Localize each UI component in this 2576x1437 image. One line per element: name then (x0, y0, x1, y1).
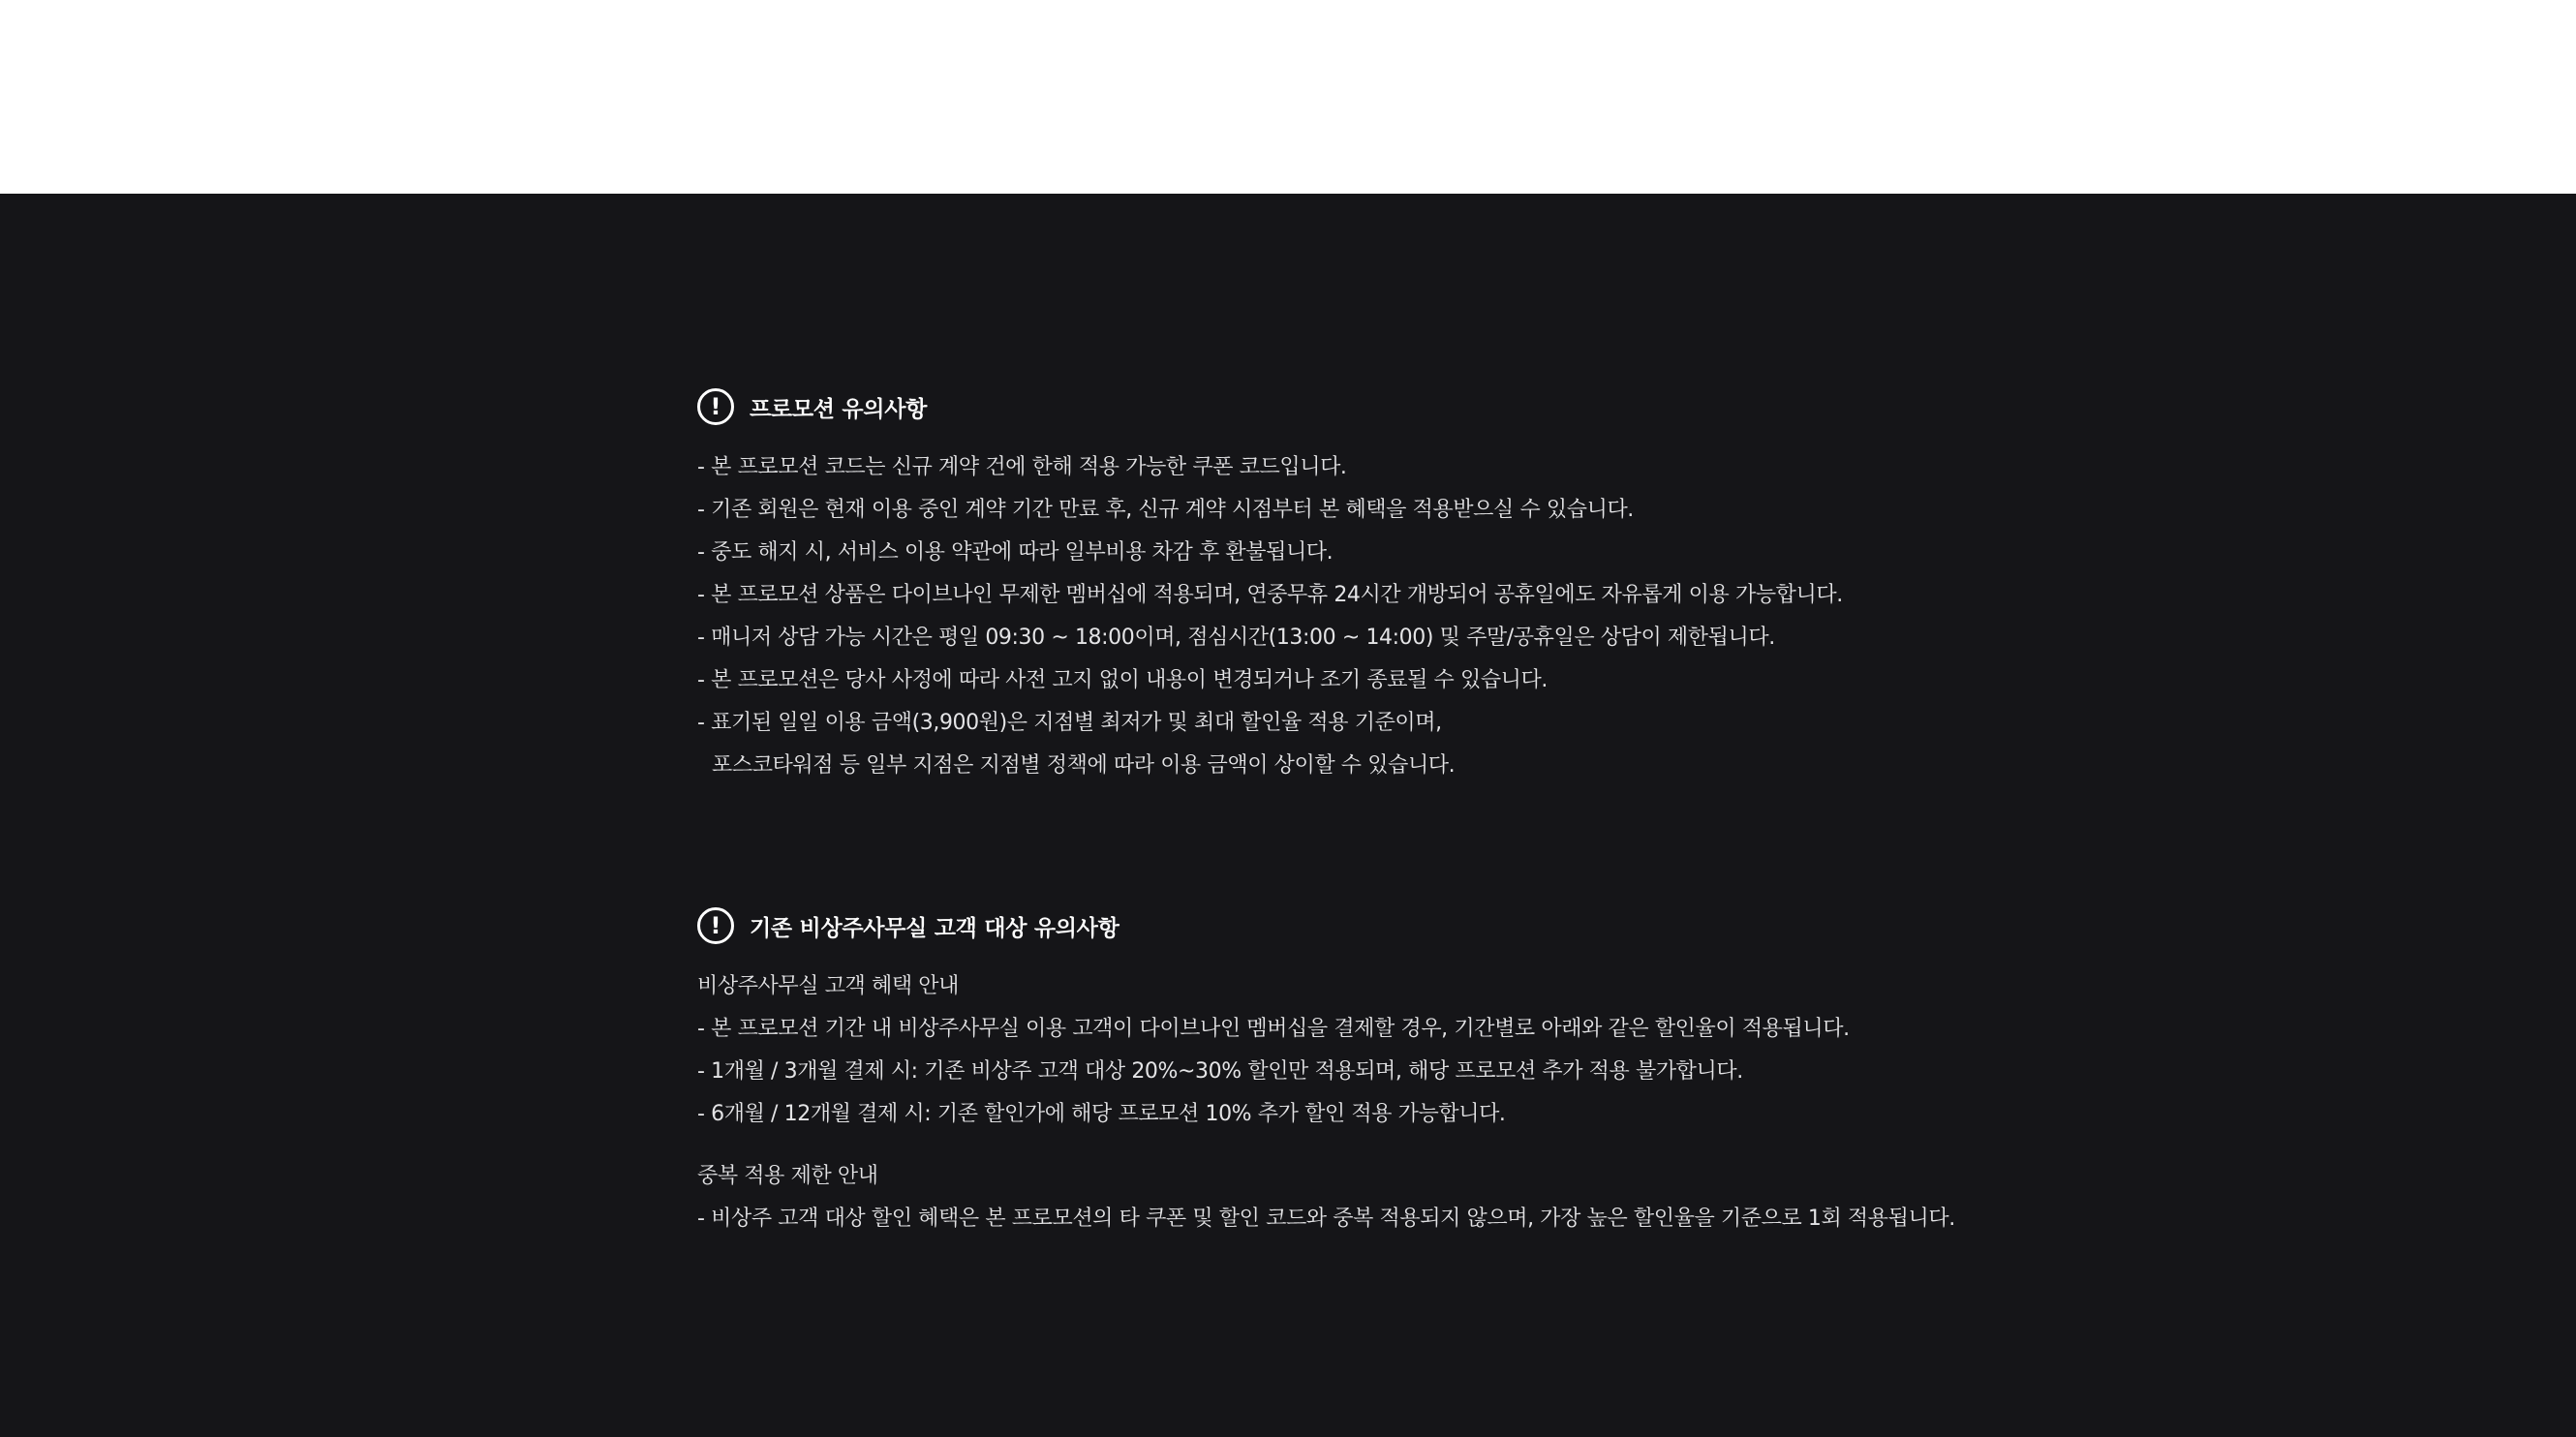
promotion-notice-line: - 매니저 상담 가능 시간은 평일 09:30 ~ 18:00이며, 점심시간(13:00 ~ 14:00) 및 주말/공휴일은 상담이 제한됩니다. (697, 626, 1775, 650)
existing-customer-notice-header (697, 906, 1955, 945)
promotion-notice-line: - 기존 회원은 현재 이용 중인 계약 기간 만료 후, 신규 계약 시점부터 본 혜택을 적용받으실 수 있습니다. (697, 498, 1634, 522)
exclamation-circle-icon: ! (697, 907, 734, 944)
exclamation-circle-icon: ! (697, 388, 734, 425)
benefit-heading: 비상주사무실 고객 혜택 안내 (697, 974, 960, 998)
benefit-line: - 본 프로모션 기간 내 비상주사무실 이용 고객이 다이브나인 멤버십을 결제할 경우, 기간별로 아래와 같은 할인율이 적용됩니다. (697, 1017, 1850, 1041)
spacer (697, 1136, 1955, 1155)
benefit-line: - 6개월 / 12개월 결제 시: 기존 할인가에 해당 프로모션 10% 추가 할인 적용 가능합니다. (697, 1102, 1506, 1126)
promotion-notice-header (697, 387, 1843, 426)
promotion-notice-line: - 중도 해지 시, 서비스 이용 약관에 따라 일부비용 차감 후 환불됩니다. (697, 540, 1334, 565)
duplicate-heading: 중복 적용 제한 안내 (697, 1164, 878, 1188)
promotion-notice-line: - 표기된 일일 이용 금액(3,900원)은 지점별 최저가 및 최대 할인율 적용 기준이며, (697, 711, 1442, 735)
promotion-notice-line: - 본 프로모션은 당사 사정에 따라 사전 고지 없이 내용이 변경되거나 조기 종료될 수 있습니다. (697, 668, 1548, 692)
promotion-notice-line: - 본 프로모션 코드는 신규 계약 건에 한해 적용 가능한 쿠폰 코드입니다. (697, 455, 1347, 479)
duplicate-line: - 비상주 고객 대상 할인 혜택은 본 프로모션의 타 쿠폰 및 할인 코드와 중복 적용되지 않으며, 가장 높은 할인율을 기준으로 1회 적용됩니다. (697, 1207, 1955, 1231)
notice-section (0, 194, 2576, 1437)
top-blank-area (0, 0, 2576, 194)
promotion-notice-title: 프로모션 유의사항 (750, 396, 928, 422)
promotion-notice (697, 387, 1843, 787)
promotion-notice-line: 포스코타워점 등 일부 지점은 지점별 정책에 따라 이용 금액이 상이할 수 있습니다. (712, 753, 1456, 778)
promotion-notice-line: - 본 프로모션 상품은 다이브나인 무제한 멤버십에 적용되며, 연중무휴 24시간 개방되어 공휴일에도 자유롭게 이용 가능합니다. (697, 583, 1843, 607)
benefit-line: - 1개월 / 3개월 결제 시: 기존 비상주 고객 대상 20%~30% 할인만 적용되며, 해당 프로모션 추가 적용 불가합니다. (697, 1059, 1743, 1084)
existing-customer-notice (697, 906, 1955, 1240)
existing-customer-notice-title: 기존 비상주사무실 고객 대상 유의사항 (750, 915, 1119, 941)
